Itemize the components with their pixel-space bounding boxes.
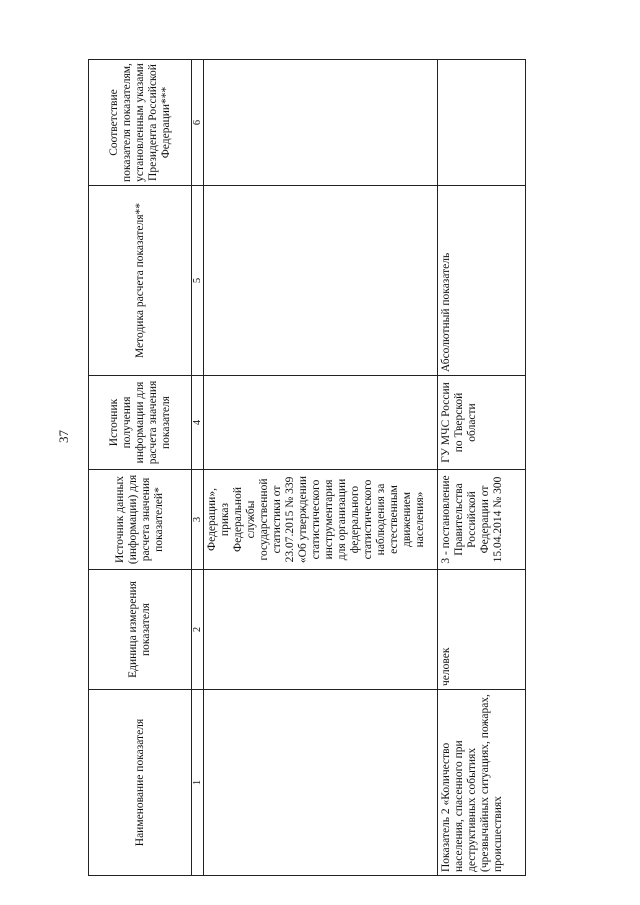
column-number: 4 <box>192 376 204 470</box>
cell-name: Показатель 2 «Количество населения, спасенного при деструктивных событиях (чрезвычайных ситуациях, пожарах, происшествиях <box>438 690 526 876</box>
cell-unit <box>204 570 438 690</box>
indicator-table <box>88 59 526 876</box>
cell-method: Абсолютный показатель <box>438 186 526 376</box>
header-data-source: Источник данных (информации) для расчета значения показателей* <box>89 470 192 570</box>
header-unit: Единица измерения показателя <box>89 570 192 690</box>
column-number: 1 <box>192 690 204 876</box>
column-number: 5 <box>192 186 204 376</box>
cell-name <box>204 690 438 876</box>
cell-data-source: 3 - постановление Правительства Российской Федерации от 15.04.2014 № 300 <box>438 470 526 570</box>
column-number: 6 <box>192 60 204 186</box>
header-method: Методика расчета показателя** <box>89 186 192 376</box>
rotated-table-container <box>88 60 526 876</box>
header-row <box>89 60 192 876</box>
cell-unit: человек <box>438 570 526 690</box>
page-number: 37 <box>56 430 71 443</box>
header-correspondence: Соответствие показателя показателям, установленным указами Президента Российской Федерации*** <box>89 60 192 186</box>
table-row <box>204 60 438 876</box>
cell-info-source <box>204 376 438 470</box>
column-number-row <box>192 60 204 876</box>
cell-correspondence <box>204 60 438 186</box>
table-row <box>438 60 526 876</box>
header-info-source: Источник получения информации для расчета значения показателя <box>89 376 192 470</box>
cell-data-source: Федерации», приказ Федеральной службы государственной статистики от 23.07.2015 № 339 «Об утверждении статистического инструментария для организации федерального статистического наблюдения за естественным движением населения» <box>204 470 438 570</box>
cell-info-source: ГУ МЧС России по Тверской области <box>438 376 526 470</box>
cell-method <box>204 186 438 376</box>
header-name: Наименование показателя <box>89 690 192 876</box>
column-number: 3 <box>192 470 204 570</box>
cell-correspondence <box>438 60 526 186</box>
column-number: 2 <box>192 570 204 690</box>
